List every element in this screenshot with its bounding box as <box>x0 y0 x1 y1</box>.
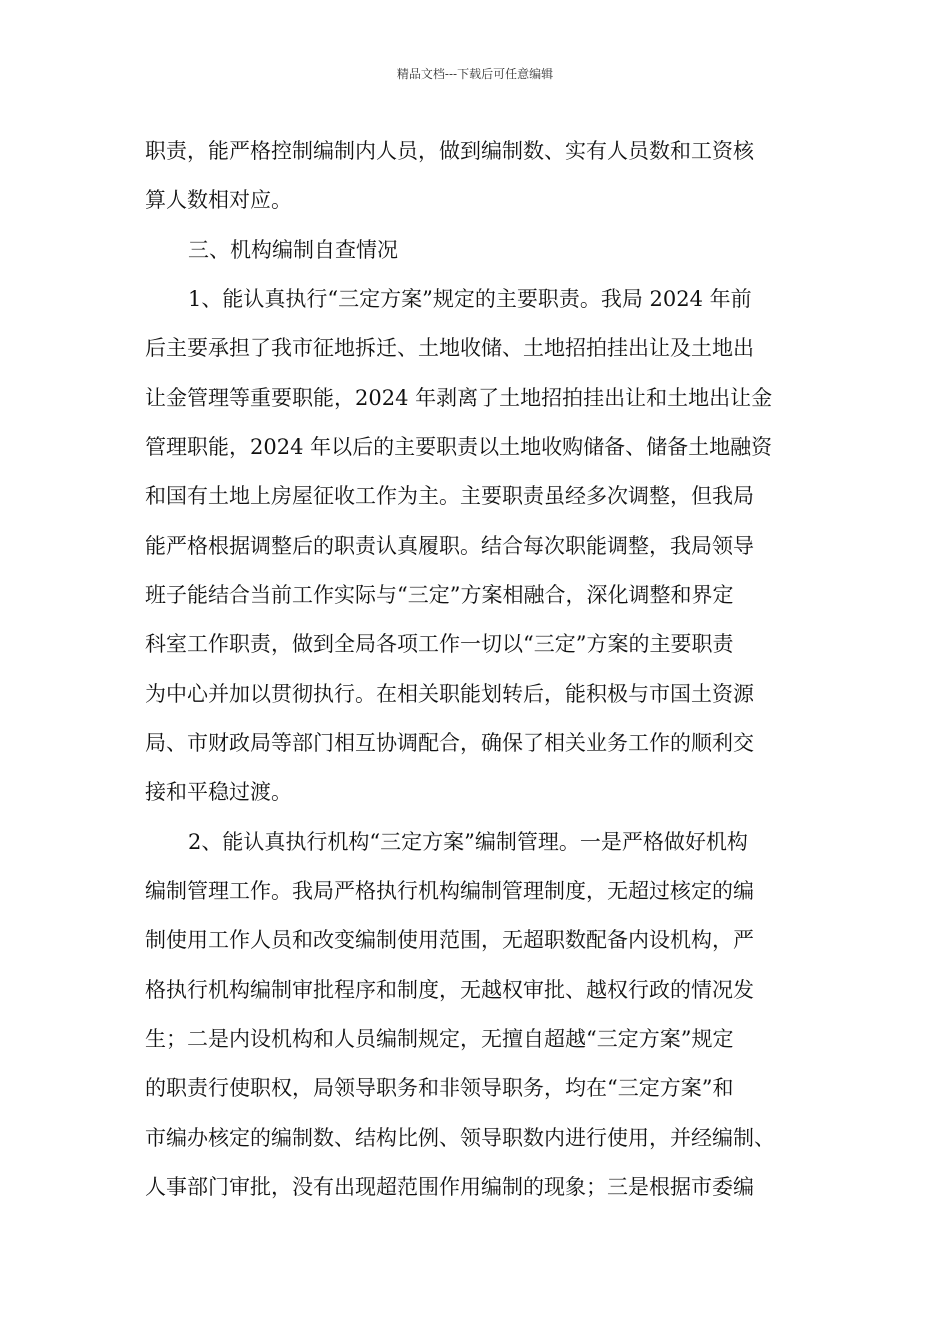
text-line: 科室工作职责，做到全局各项工作一切以“三定”方案的主要职责 <box>145 632 734 656</box>
text-line: 后主要承担了我市征地拆迁、土地收储、土地招拍挂出让及土地出 <box>145 336 754 360</box>
text-line: 的职责行使职权，局领导职务和非领导职务，均在“三定方案”和 <box>145 1076 734 1100</box>
text-line: 管理职能，2024 年以后的主要职责以土地收购储备、储备土地融资 <box>145 435 773 459</box>
text-line: 班子能结合当前工作实际与“三定”方案相融合，深化调整和界定 <box>145 583 734 607</box>
text-line: 市编办核定的编制数、结构比例、领导职数内进行使用，并经编制、 <box>145 1126 775 1150</box>
text-line: 制使用工作人员和改变编制使用范围，无超职数配备内设机构，严 <box>145 928 754 952</box>
text-line: 格执行机构编制审批程序和制度，无越权审批、越权行政的情况发 <box>145 978 754 1002</box>
page-header: 精品文档---下载后可任意编辑 <box>396 67 554 81</box>
paragraph-start-line: 1、能认真执行“三定方案”规定的主要职责。我局 2024 年前 <box>188 287 752 311</box>
paragraph-start-line: 2、能认真执行机构“三定方案”编制管理。一是严格做好机构 <box>188 830 748 854</box>
text-line: 为中心并加以贯彻执行。在相关职能划转后，能积极与市国土资源 <box>145 682 754 706</box>
text-line: 生；二是内设机构和人员编制规定，无擅自超越“三定方案”规定 <box>145 1027 734 1051</box>
text-line: 能严格根据调整后的职责认真履职。结合每次职能调整，我局领导 <box>145 534 754 558</box>
text-line: 人事部门审批，没有出现超范围作用编制的现象；三是根据市委编 <box>145 1175 754 1199</box>
text-line: 编制管理工作。我局严格执行机构编制管理制度，无超过核定的编 <box>145 879 754 903</box>
text-line: 局、市财政局等部门相互协调配合，确保了相关业务工作的顺利交 <box>145 731 754 755</box>
text-line: 职责，能严格控制编制内人员，做到编制数、实有人员数和工资核 <box>145 139 754 163</box>
section-heading: 三、机构编制自查情况 <box>188 238 398 262</box>
text-line: 接和平稳过渡。 <box>145 780 292 804</box>
text-line: 让金管理等重要职能，2024 年剥离了土地招拍挂出让和土地出让金 <box>145 386 773 410</box>
text-line: 和国有土地上房屋征收工作为主。主要职责虽经多次调整，但我局 <box>145 484 754 508</box>
text-line: 算人数相对应。 <box>145 188 292 212</box>
